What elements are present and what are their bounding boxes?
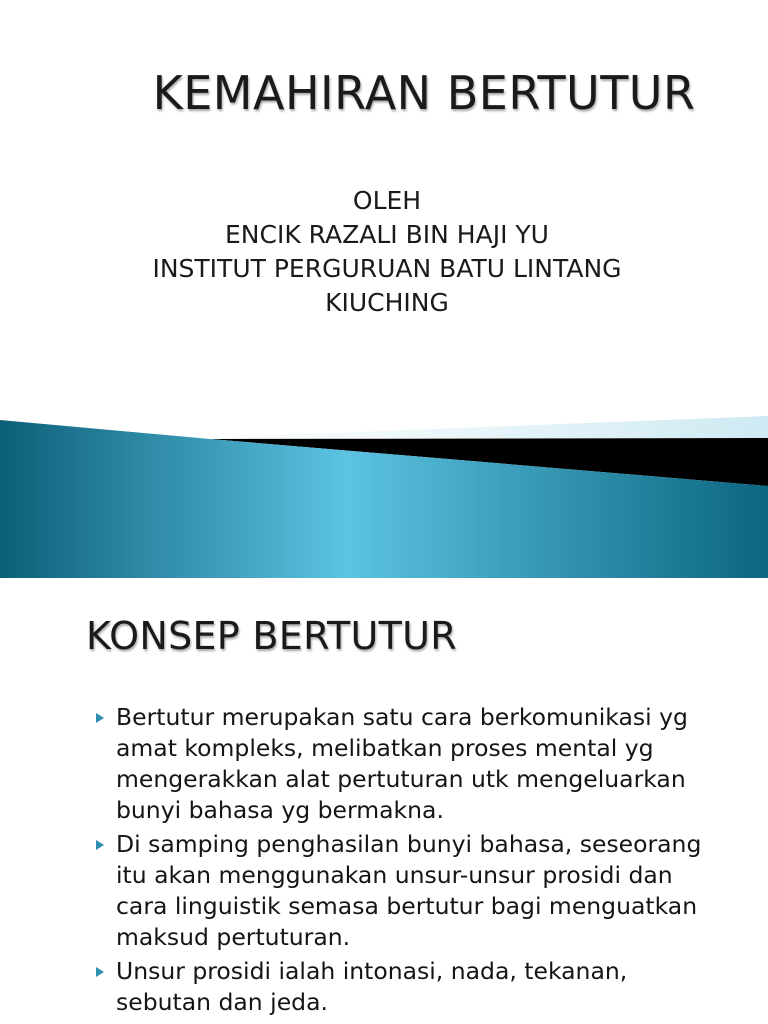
subtitle-line: INSTITUT PERGURUAN BATU LINTANG [152,254,622,283]
subtitle-line: KIUCHING [325,288,449,317]
slide-subtitle [0,184,768,320]
bullet-text-line: amat kompleks, melibatkan proses mental yg [116,734,654,762]
decorative-wave-band [0,412,768,578]
bullet-text-line: cara linguistik semasa bertutur bagi menguatkan [116,892,698,920]
triangle-arrow-icon [95,966,105,978]
bullet-text-line: sebutan dan jeda. [116,988,328,1016]
bullet-text-line: Di samping penghasilan bunyi bahasa, seseorang [116,830,702,858]
bullet-text-line: mengerakkan alat pertuturan utk mengeluarkan [116,765,686,793]
bullet-item [0,956,768,1018]
bullet-text-line: Bertutur merupakan satu cara berkomunikasi yg [116,703,688,731]
bullet-text-line: bunyi bahasa yg bermakna. [116,796,444,824]
content-slide [0,578,768,1024]
subtitle-line: ENCIK RAZALI BIN HAJI YU [225,220,549,249]
bullet-text-line: itu akan menggunakan unsur-unsur prosidi dan [116,861,673,889]
bullet-list [0,702,768,1021]
triangle-arrow-icon [95,839,105,851]
bullet-item [0,829,768,953]
slide-title: KEMAHIRAN BERTUTUR [152,66,696,120]
subtitle-line: OLEH [352,186,422,215]
slide-title: KONSEP BERTUTUR [86,614,457,658]
bullet-text-line: maksud pertuturan. [116,923,351,951]
bullet-text-line: Unsur prosidi ialah intonasi, nada, tekanan, [116,957,628,985]
triangle-arrow-icon [95,712,105,724]
bullet-item [0,702,768,826]
